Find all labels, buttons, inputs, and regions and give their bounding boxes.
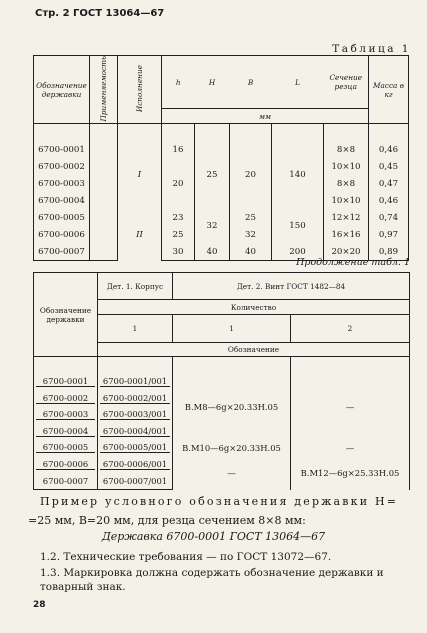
col-part1: Дет. 1. Корпус [98, 273, 173, 300]
page-header: Стр. 2 ГОСТ 13064—67 [35, 8, 165, 19]
unit-row: мм [162, 109, 369, 124]
table-row: 6700-0003 6700-0003/001 [34, 407, 410, 424]
col-applicability: Применяемость [90, 56, 118, 124]
holder-parts-table: Обозначение державки Дет. 1. Корпус Дет. 2. Винт ГОСТ 1482—84 Количество 1 1 2 Обозначение 6700-0001 6700-0001/001 В.М8—6g×20.33Н.05 — 6700-0002 6700-0002/001 6700-0003 6700-0003/001 6700-0004 6700-0004/001 6700-0005 6700-0005/001 В.М10—6g×20.33Н.05 — 6700-0006 6700-0006/001 — В.М12—6g×25.33Н.05 6700-0007 6700-0007/001 [33, 272, 410, 490]
table-row: 6700-0001 I 16 25 20 140 8×8 0,46 [34, 141, 409, 158]
table-row: 6700-0004 6700-0004/001 [34, 423, 410, 440]
col-B: B [230, 56, 272, 109]
example-designation: Державка 6700-0001 ГОСТ 13064—67 [101, 530, 326, 543]
paragraph-1-2: 1.2. Технические требования — по ГОСТ 13072—67. [40, 551, 332, 563]
holder-dimensions-table [33, 55, 409, 261]
table-row: 6700-0006 25 32 16×16 0,97 [34, 226, 409, 243]
table-row: 6700-0006 6700-0006/001 — В.М12—6g×25.33Н.05 [34, 456, 410, 473]
screw-m8: В.М8—6g×20.33Н.05 [173, 374, 291, 440]
page-number: 28 [33, 600, 46, 610]
col-variant: Исполнение [118, 56, 162, 124]
col-mass: Масса в кг [369, 56, 409, 124]
screw-m10: В.М10—6g×20.33Н.05 [173, 440, 291, 457]
col-section: Сечение резца [324, 56, 369, 109]
col-part2: Дет. 2. Винт ГОСТ 1482—84 [173, 273, 410, 300]
screw-m12: В.М12—6g×25.33Н.05 [291, 456, 410, 490]
table-row: 6700-0004 10×10 0,46 [34, 192, 409, 209]
table-row: 6700-0005 II 23 32 25 150 12×12 0,74 [34, 209, 409, 226]
quantity-header: Количество [98, 300, 410, 315]
table-caption: Таблица 1 [332, 43, 411, 55]
designation-subheader: Обозначение [98, 343, 410, 357]
example-paragraph: Пример условного обозначения державки H= =25 мм, B=20 мм, для резца сечением 8×8 мм: [28, 495, 399, 527]
variant-1: I [118, 141, 162, 209]
table-row: 6700-0007 6700-0007/001 [34, 473, 410, 490]
paragraph-1-3: 1.3. Маркировка должна содержать обозначение державки и товарный знак. [40, 567, 384, 593]
col-h: h [162, 56, 195, 109]
col-H: H [195, 56, 230, 109]
table-row: 6700-0005 6700-0005/001 В.М10—6g×20.33Н.05 — [34, 440, 410, 457]
continuation-caption: Продолжение табл. 1 [296, 257, 410, 268]
table-row: 6700-0007 30 40 40 200 20×20 0,89 [34, 243, 409, 261]
col-L: L [272, 56, 324, 109]
col-designation: Обозначение державки [34, 56, 90, 124]
table-row: 6700-0003 20 8×8 0,47 [34, 175, 409, 192]
variant-2: II [118, 209, 162, 261]
table-row: 6700-0002 6700-0002/001 [34, 390, 410, 407]
col-designation: Обозначение державки [34, 273, 98, 357]
table-row: 6700-0002 10×10 0,45 [34, 158, 409, 175]
table-row: 6700-0001 6700-0001/001 В.М8—6g×20.33Н.05 — [34, 374, 410, 391]
